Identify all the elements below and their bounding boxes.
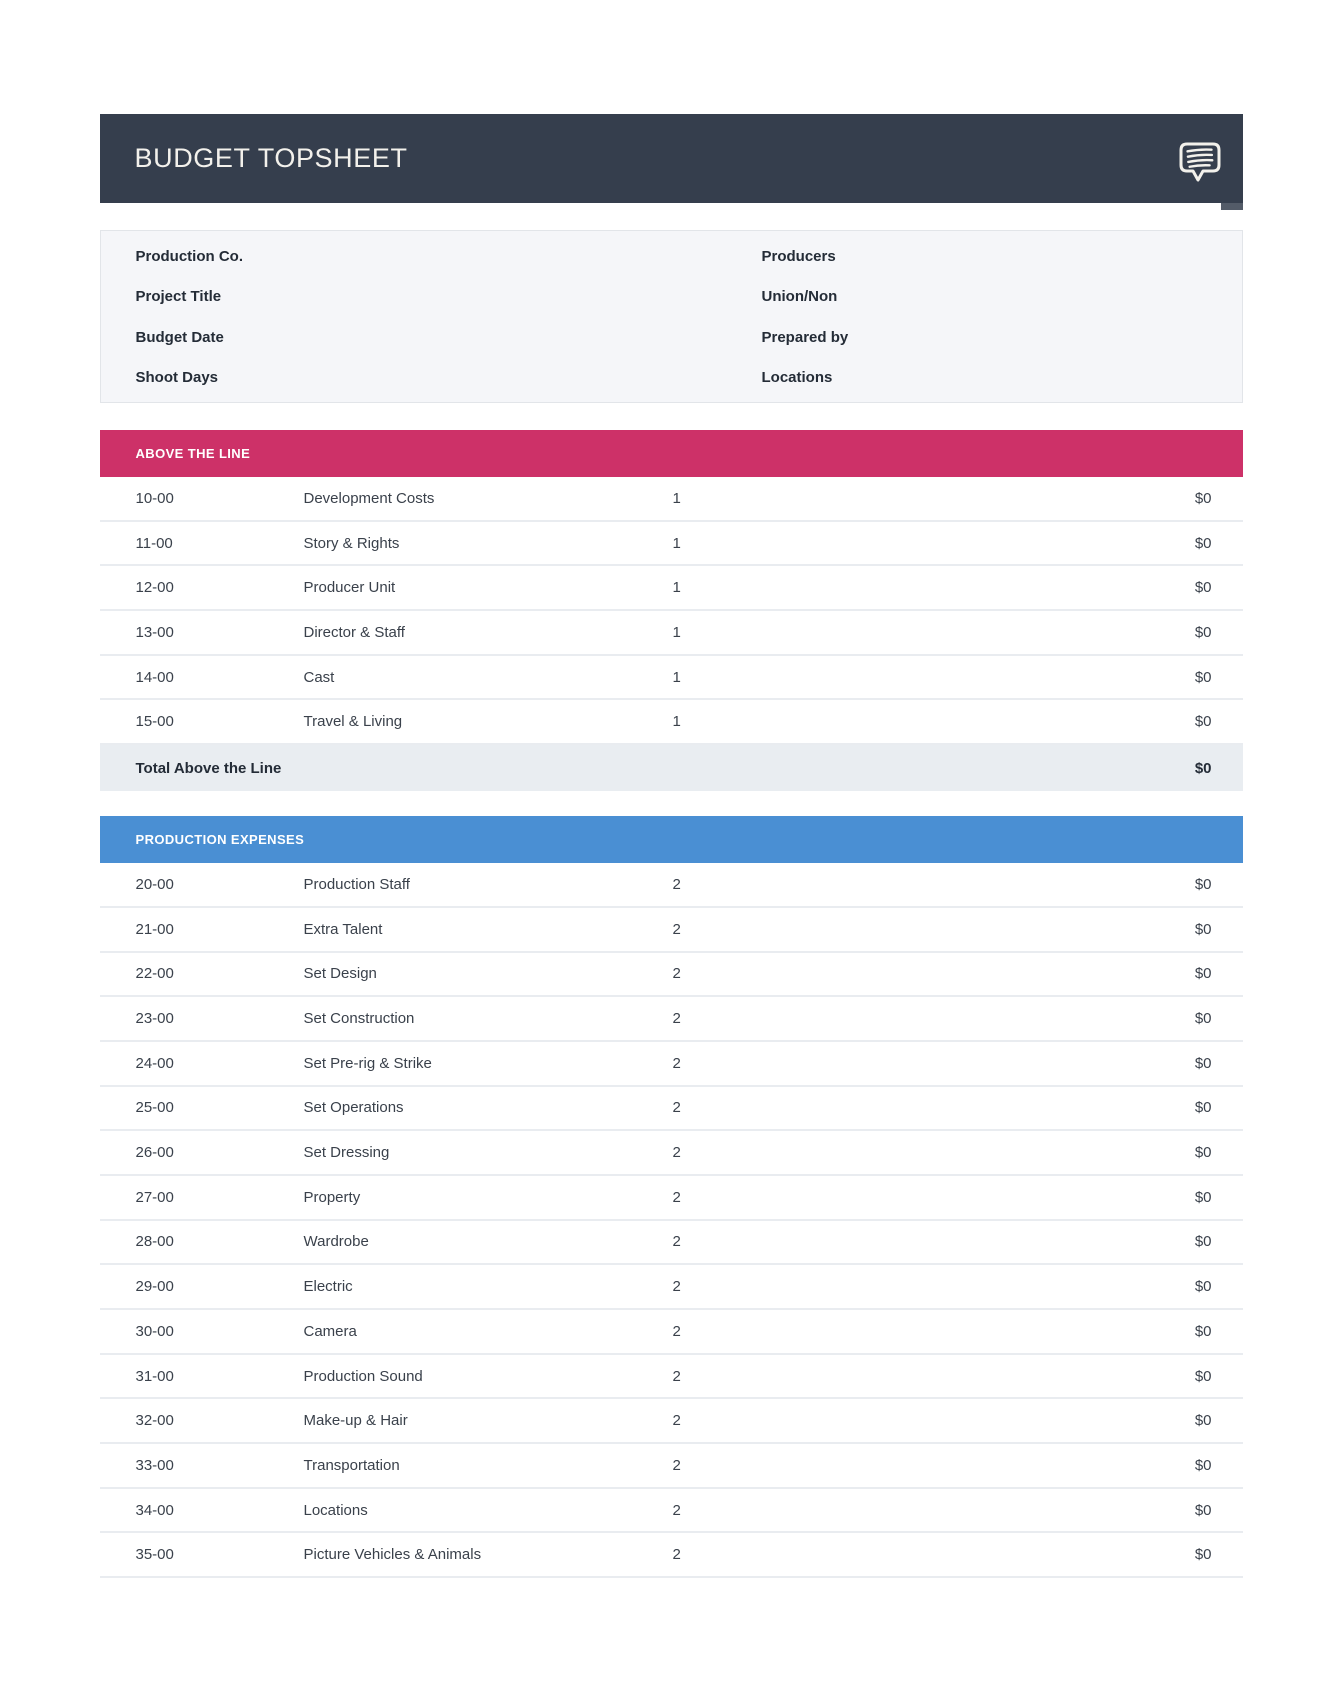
row-amount: $0	[1194, 1099, 1212, 1117]
table-row	[100, 1489, 1243, 1534]
row-code: 21-00	[135, 920, 174, 938]
row-code: 26-00	[135, 1144, 174, 1162]
row-page-number: 1	[672, 668, 681, 686]
row-amount: $0	[1194, 1010, 1212, 1028]
row-amount: $0	[1194, 668, 1212, 686]
row-description: Production Staff	[303, 875, 410, 893]
row-page-number: 2	[672, 1501, 681, 1519]
row-page-number: 2	[672, 920, 681, 938]
row-description: Transportation	[303, 1456, 400, 1474]
row-page-number: 1	[672, 623, 681, 641]
row-code: 15-00	[135, 713, 174, 731]
row-amount: $0	[1194, 1188, 1212, 1206]
row-description: Make-up & Hair	[303, 1412, 408, 1430]
row-amount: $0	[1194, 1322, 1212, 1340]
info-label: Project Title	[135, 288, 222, 306]
section-header-production-expenses: PRODUCTION EXPENSES	[100, 816, 1243, 863]
table-row	[100, 1444, 1243, 1489]
row-description: Story & Rights	[303, 534, 400, 552]
comment-icon	[1177, 172, 1223, 187]
total-label: Total Above the Line	[135, 759, 282, 777]
table-row	[100, 953, 1243, 998]
row-page-number: 2	[672, 1456, 681, 1474]
row-page-number: 2	[672, 1054, 681, 1072]
row-description: Property	[303, 1188, 361, 1206]
row-description: Development Costs	[303, 489, 435, 507]
row-amount: $0	[1194, 489, 1212, 507]
info-label: Union/Non	[761, 288, 838, 306]
section-above-the-line	[100, 430, 1243, 791]
info-label: Locations	[761, 369, 833, 387]
row-description: Locations	[303, 1501, 368, 1519]
info-label: Producers	[761, 247, 836, 265]
row-page-number: 1	[672, 579, 681, 597]
production-info-box	[100, 230, 1243, 403]
row-amount: $0	[1194, 1546, 1212, 1564]
row-code: 29-00	[135, 1278, 174, 1296]
row-amount: $0	[1194, 965, 1212, 983]
row-amount: $0	[1194, 1367, 1212, 1385]
table-row	[100, 1042, 1243, 1087]
row-page-number: 2	[672, 1099, 681, 1117]
table-row	[100, 863, 1243, 908]
section-header-above-the-line: ABOVE THE LINE	[100, 430, 1243, 477]
row-code: 32-00	[135, 1412, 174, 1430]
row-code: 31-00	[135, 1367, 174, 1385]
row-amount: $0	[1194, 1501, 1212, 1519]
row-page-number: 2	[672, 1412, 681, 1430]
row-amount: $0	[1194, 1456, 1212, 1474]
row-page-number: 2	[672, 1322, 681, 1340]
row-code: 23-00	[135, 1010, 174, 1028]
row-amount: $0	[1194, 1054, 1212, 1072]
row-amount: $0	[1194, 713, 1212, 731]
row-amount: $0	[1194, 1233, 1212, 1251]
row-description: Wardrobe	[303, 1233, 369, 1251]
row-page-number: 1	[672, 713, 681, 731]
row-page-number: 2	[672, 1010, 681, 1028]
row-description: Set Operations	[303, 1099, 404, 1117]
row-description: Director & Staff	[303, 623, 405, 641]
row-amount: $0	[1194, 875, 1212, 893]
row-amount: $0	[1194, 1278, 1212, 1296]
row-page-number: 2	[672, 1546, 681, 1564]
table-row	[100, 1310, 1243, 1355]
header-corner-tab	[1221, 203, 1243, 210]
row-code: 13-00	[135, 623, 174, 641]
row-code: 35-00	[135, 1546, 174, 1564]
row-page-number: 2	[672, 1144, 681, 1162]
table-row	[100, 1265, 1243, 1310]
row-code: 27-00	[135, 1188, 174, 1206]
row-code: 10-00	[135, 489, 174, 507]
row-description: Extra Talent	[303, 920, 383, 938]
table-row	[100, 908, 1243, 953]
row-code: 20-00	[135, 875, 174, 893]
row-code: 30-00	[135, 1322, 174, 1340]
table-row	[100, 1176, 1243, 1221]
row-page-number: 1	[672, 534, 681, 552]
table-row	[100, 566, 1243, 611]
row-description: Production Sound	[303, 1367, 423, 1385]
row-code: 34-00	[135, 1501, 174, 1519]
row-page-number: 2	[672, 1278, 681, 1296]
header-bar	[100, 114, 1243, 203]
table-row	[100, 997, 1243, 1042]
row-description: Cast	[303, 668, 335, 686]
table-row	[100, 1533, 1243, 1578]
info-label: Production Co.	[135, 247, 243, 265]
row-description: Camera	[303, 1322, 357, 1340]
table-row	[100, 656, 1243, 701]
row-code: 25-00	[135, 1099, 174, 1117]
row-description: Picture Vehicles & Animals	[303, 1546, 482, 1564]
row-description: Set Construction	[303, 1010, 415, 1028]
budget-topsheet-page	[100, 0, 1243, 1578]
row-amount: $0	[1194, 1144, 1212, 1162]
row-code: 12-00	[135, 579, 174, 597]
table-row	[100, 1221, 1243, 1266]
table-row	[100, 522, 1243, 567]
row-code: 22-00	[135, 965, 174, 983]
row-page-number: 2	[672, 1233, 681, 1251]
row-code: 11-00	[135, 534, 173, 552]
row-code: 14-00	[135, 668, 174, 686]
row-page-number: 2	[672, 1367, 681, 1385]
info-left-column	[101, 236, 727, 402]
total-amount: $0	[1194, 759, 1212, 777]
info-right-column	[727, 236, 1242, 402]
row-amount: $0	[1194, 534, 1212, 552]
table-row	[100, 1399, 1243, 1444]
row-page-number: 1	[672, 489, 681, 507]
total-row	[100, 745, 1243, 791]
row-page-number: 2	[672, 875, 681, 893]
budget-sections	[100, 430, 1243, 1578]
table-row	[100, 477, 1243, 522]
row-page-number: 2	[672, 965, 681, 983]
row-code: 33-00	[135, 1456, 174, 1474]
section-production-expenses	[100, 816, 1243, 1578]
row-code: 24-00	[135, 1054, 174, 1072]
info-label: Shoot Days	[135, 369, 219, 387]
row-description: Set Dressing	[303, 1144, 390, 1162]
row-description: Set Pre-rig & Strike	[303, 1054, 432, 1072]
row-description: Set Design	[303, 965, 377, 983]
table-row	[100, 700, 1243, 745]
table-row	[100, 611, 1243, 656]
row-amount: $0	[1194, 1412, 1212, 1430]
row-description: Travel & Living	[303, 713, 403, 731]
comment-button[interactable]	[1177, 140, 1223, 184]
row-amount: $0	[1194, 920, 1212, 938]
row-amount: $0	[1194, 623, 1212, 641]
row-code: 28-00	[135, 1233, 174, 1251]
row-amount: $0	[1194, 579, 1212, 597]
page-title: BUDGET TOPSHEET	[134, 143, 408, 173]
info-label: Prepared by	[761, 328, 849, 346]
table-row	[100, 1087, 1243, 1132]
row-description: Electric	[303, 1278, 353, 1296]
row-description: Producer Unit	[303, 579, 396, 597]
info-label: Budget Date	[135, 328, 224, 346]
table-row	[100, 1355, 1243, 1400]
table-row	[100, 1131, 1243, 1176]
row-page-number: 2	[672, 1188, 681, 1206]
